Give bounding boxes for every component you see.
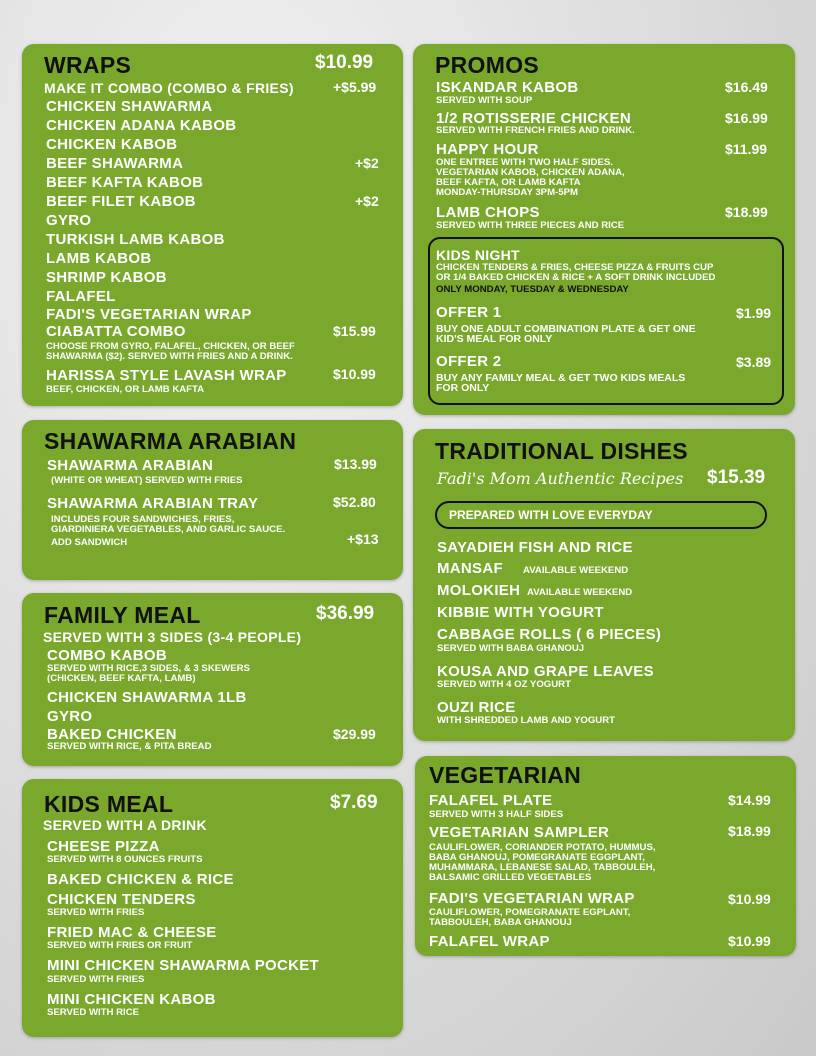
traditional-title: TRADITIONAL DISHES [435, 438, 688, 464]
vegetarian-desc: CAULIFLOWER, CORIANDER POTATO, HUMMUS, [429, 842, 656, 853]
kids-meal-subtitle: SERVED WITH A DRINK [43, 817, 207, 833]
vegetarian-desc: BABA GHANOUJ, POMEGRANATE EGGPLANT, [429, 852, 645, 863]
family-meal-subtitle: SERVED WITH 3 SIDES (3-4 PEOPLE) [43, 629, 302, 645]
kids-item-desc: SERVED WITH 8 OUNCES FRUITS [47, 854, 203, 865]
kids-night-desc: CHICKEN TENDERS & FRIES, CHEESE PIZZA & FRUITS CUP [436, 262, 714, 273]
kids-item: FRIED MAC & CHEESE [47, 924, 217, 941]
family-baked-price: $29.99 [333, 726, 376, 742]
traditional-subtitle: Fadi's Mom Authentic Recipes [437, 469, 684, 488]
family-combo-desc: (CHICKEN, BEEF KAFTA, LAMB) [47, 673, 196, 684]
wraps-panel [22, 44, 403, 406]
family-combo-desc: SERVED WITH RICE,3 SIDES, & 3 SKEWERS [47, 663, 250, 674]
kids-item: BAKED CHICKEN & RICE [47, 871, 234, 888]
traditional-panel [413, 429, 795, 741]
promo-desc: VEGETARIAN KABOB, CHICKEN ADANA, [436, 167, 625, 178]
promo-price: $16.49 [725, 79, 768, 95]
family-meal-panel [22, 593, 403, 766]
shawarma-tray-desc: INCLUDES FOUR SANDWICHES, FRIES, [51, 514, 235, 525]
kids-item-desc: SERVED WITH FRIES OR FRUIT [47, 940, 193, 951]
shawarma-arabian-item: SHAWARMA ARABIAN [47, 457, 214, 474]
kids-meal-title: KIDS MEAL [44, 791, 174, 817]
kids-item-desc: SERVED WITH FRIES [47, 974, 145, 985]
kids-item-desc: SERVED WITH RICE [47, 1007, 140, 1018]
shawarma-arabian-title: SHAWARMA ARABIAN [44, 428, 297, 454]
vegetarian-desc: SERVED WITH 3 HALF SIDES [429, 809, 564, 820]
family-item: CHICKEN SHAWARMA 1LB [47, 689, 247, 706]
vegetarian-item: FALAFEL PLATE [429, 792, 553, 809]
kids-night-box [428, 237, 784, 405]
traditional-price: $15.39 [707, 467, 766, 488]
wraps-combo-price: +$5.99 [333, 79, 377, 95]
traditional-item: OUZI RICE [437, 699, 516, 716]
shawarma-arabian-desc: (WHITE OR WHEAT) SERVED WITH FRIES [51, 475, 243, 486]
traditional-item: MOLOKIEH [437, 582, 521, 599]
add-sandwich: ADD SANDWICH [51, 537, 128, 548]
promos-panel [413, 44, 795, 415]
vegetarian-price: $10.99 [728, 891, 771, 907]
shawarma-tray-price: $52.80 [333, 494, 376, 510]
kids-item: MINI CHICKEN KABOB [47, 991, 216, 1008]
offer2-price: $3.89 [736, 354, 772, 370]
traditional-desc: WITH SHREDDED LAMB AND YOGURT [437, 715, 616, 726]
promo-name: ISKANDAR KABOB [436, 79, 579, 96]
traditional-item: MANSAF [437, 560, 503, 577]
offer1-name: OFFER 1 [436, 304, 502, 321]
wrap-item: CHICKEN ADANA KABOB [46, 117, 237, 134]
ciabatta-name: CIABATTA COMBO [46, 323, 186, 340]
kids-night-desc: OR 1/4 BAKED CHICKEN & RICE + A SOFT DRINK INCLUDED [436, 272, 716, 283]
promo-price: $11.99 [725, 141, 768, 157]
kids-item: CHEESE PIZZA [47, 838, 160, 855]
ciabatta-desc: SHAWARMA ($2). SERVED WITH FRIES AND A DRINK. [46, 351, 293, 362]
offer2-desc: BUY ANY FAMILY MEAL & GET TWO KIDS MEALS [436, 372, 686, 384]
offer1-desc: KID'S MEAL FOR ONLY [436, 333, 553, 345]
family-meal-title: FAMILY MEAL [44, 602, 201, 628]
wrap-item: LAMB KABOB [46, 250, 152, 267]
shawarma-tray-item: SHAWARMA ARABIAN TRAY [47, 495, 259, 512]
wrap-item: TURKISH LAMB KABOB [46, 231, 225, 248]
promo-desc: SERVED WITH THREE PIECES AND RICE [436, 220, 625, 231]
vegetarian-item: FALAFEL WRAP [429, 933, 550, 950]
traditional-note: AVAILABLE WEEKEND [527, 587, 633, 598]
wrap-item: CHICKEN SHAWARMA [46, 98, 213, 115]
offer2-desc: FOR ONLY [436, 382, 490, 394]
promo-desc: MONDAY-THURSDAY 3PM-5PM [436, 187, 578, 198]
kids-night-title: KIDS NIGHT [436, 247, 520, 263]
kids-item-desc: SERVED WITH FRIES [47, 907, 145, 918]
kids-night-days: ONLY MONDAY, TUESDAY & WEDNESDAY [436, 284, 629, 295]
vegetarian-panel [415, 756, 796, 956]
vegetarian-desc: TABBOULEH, BABA GHANOUJ [429, 917, 572, 928]
traditional-item: SAYADIEH FISH AND RICE [437, 539, 633, 556]
wrap-item: BEEF SHAWARMA [46, 155, 184, 172]
shawarma-tray-desc: GIARDINIERA VEGETABLES, AND GARLIC SAUCE. [51, 524, 286, 535]
wrap-item-price: +$2 [355, 155, 379, 171]
traditional-banner: PREPARED WITH LOVE EVERYDAY [435, 501, 767, 529]
offer1-price: $1.99 [736, 305, 772, 321]
promo-desc: SERVED WITH SOUP [436, 95, 533, 106]
traditional-desc: SERVED WITH BABA GHANOUJ [437, 643, 585, 654]
ciabatta-desc: CHOOSE FROM GYRO, FALAFEL, CHICKEN, OR BEEF [46, 341, 295, 352]
vegetarian-item: FADI'S VEGETARIAN WRAP [429, 890, 635, 907]
offer2-name: OFFER 2 [436, 353, 502, 370]
traditional-note: AVAILABLE WEEKEND [523, 565, 629, 576]
vegetarian-desc: MUHAMMARA, LEBANESE SALAD, TABBOULEH, [429, 862, 656, 873]
vegetarian-title: VEGETARIAN [429, 762, 582, 788]
family-combo-name: COMBO KABOB [47, 647, 167, 664]
kids-meal-price: $7.69 [330, 792, 378, 813]
wraps-title: WRAPS [44, 52, 132, 78]
wrap-item: BEEF KAFTA KABOB [46, 174, 204, 191]
promos-title: PROMOS [435, 52, 540, 78]
wrap-item: CHICKEN KABOB [46, 136, 178, 153]
family-meal-price: $36.99 [316, 603, 375, 624]
wraps-combo-label: MAKE IT COMBO (COMBO & FRIES) [44, 80, 294, 96]
wrap-item: SHRIMP KABOB [46, 269, 167, 286]
traditional-item: CABBAGE ROLLS ( 6 PIECES) [437, 626, 662, 643]
family-item: GYRO [47, 708, 93, 725]
wrap-item: BEEF FILET KABOB [46, 193, 196, 210]
promo-desc: BEEF KAFTA, OR LAMB KAFTA [436, 177, 581, 188]
promo-price: $18.99 [725, 204, 768, 220]
wraps-price: $10.99 [315, 52, 374, 73]
vegetarian-desc: CAULIFLOWER, POMEGRANATE EGPLANT, [429, 907, 631, 918]
promo-price: $16.99 [725, 110, 768, 126]
offer1-desc: BUY ONE ADULT COMBINATION PLATE & GET ONE [436, 323, 696, 335]
promo-desc: SERVED WITH FRENCH FRIES AND DRINK. [436, 125, 635, 136]
traditional-desc: SERVED WITH 4 OZ YOGURT [437, 679, 571, 690]
vegetarian-price: $14.99 [728, 792, 771, 808]
harissa-price: $10.99 [333, 366, 376, 382]
wrap-item: GYRO [46, 212, 92, 229]
shawarma-arabian-price: $13.99 [334, 456, 377, 472]
wrap-item-price: +$2 [355, 193, 379, 209]
ciabatta-price: $15.99 [333, 323, 376, 339]
kids-item: MINI CHICKEN SHAWARMA POCKET [47, 957, 320, 974]
traditional-item: KIBBIE WITH YOGURT [437, 604, 604, 621]
vegetarian-price: $10.99 [728, 933, 771, 949]
kids-meal-panel [22, 779, 403, 1037]
shawarma-arabian-panel [22, 420, 403, 580]
promo-name: 1/2 ROTISSERIE CHICKEN [436, 110, 631, 127]
family-baked-name: BAKED CHICKEN [47, 726, 177, 743]
traditional-item: KOUSA AND GRAPE LEAVES [437, 663, 654, 680]
add-sandwich-price: +$13 [347, 531, 379, 547]
wrap-item: FALAFEL [46, 288, 116, 305]
family-baked-desc: SERVED WITH RICE, & PITA BREAD [47, 741, 212, 752]
promo-name: LAMB CHOPS [436, 204, 540, 221]
vegetarian-item: VEGETARIAN SAMPLER [429, 824, 610, 841]
promo-name: HAPPY HOUR [436, 141, 539, 158]
wrap-item: FADI'S VEGETARIAN WRAP [46, 306, 252, 323]
harissa-desc: BEEF, CHICKEN, OR LAMB KAFTA [46, 384, 205, 395]
vegetarian-desc: BALSAMIC GRILLED VEGETABLES [429, 872, 592, 883]
vegetarian-price: $18.99 [728, 823, 771, 839]
kids-item: CHICKEN TENDERS [47, 891, 196, 908]
promo-desc: ONE ENTREE WITH TWO HALF SIDES. [436, 157, 613, 168]
harissa-name: HARISSA STYLE LAVASH WRAP [46, 367, 287, 384]
